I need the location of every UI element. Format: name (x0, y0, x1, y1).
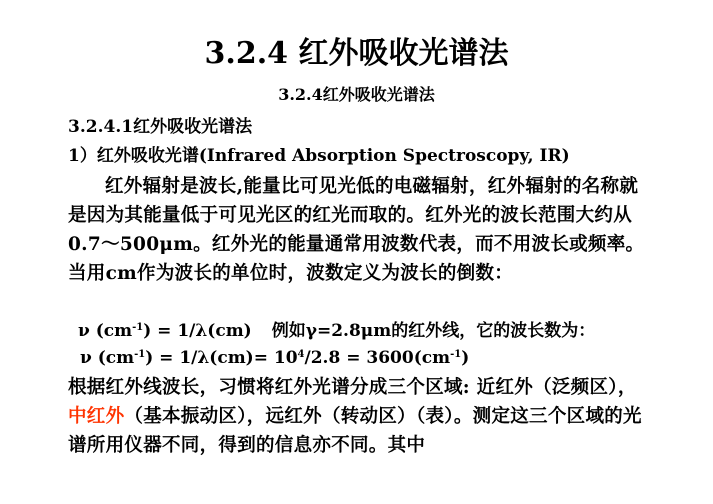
formula-unit-open: (cm (89, 321, 133, 341)
formula-mid-2: /2.8 = 3600(cm (304, 348, 451, 368)
mid-infrared-highlight: 中红外 (68, 406, 125, 427)
paragraph-1-text: 红外辐射是波长,能量比可见光低的电磁辐射，红外辐射的名称就是因为其能量低于可见光区的红光而取的。红外光的波长范围大约从0.7～500μm。红外光的能量通常用波数代表，而不用波长或频率。当用cm作为波长的单位时，波数定义为波长的倒数： (68, 176, 645, 284)
formula-unit-open: (cm (91, 348, 135, 368)
formula-wavenumber-definition (78, 318, 595, 344)
formula-mid: ) = 1/λ(cm)= 10 (145, 348, 298, 368)
paragraph-2-before: 根据红外线波长，习惯将红外光谱分成三个区域: 近红外（泛频区）， (68, 377, 637, 398)
formula-example: 例如γ=2.8μm的红外线，它的波长数为： (271, 321, 596, 341)
formula-exponent-2: -1 (450, 349, 462, 360)
formula-exponent: -1 (132, 322, 144, 333)
page-title: 3.2.4 红外吸收光谱法 (204, 36, 509, 71)
page-subtitle: 3.2.4红外吸收光谱法 (278, 85, 435, 104)
section-heading: 3.2.4.1红外吸收光谱法 (68, 117, 253, 137)
body-paragraph-1 (68, 172, 648, 288)
formula-power: 4 (297, 349, 305, 360)
formula-rest: ) = 1/λ(cm) (143, 321, 252, 341)
formula-close: ) (461, 348, 470, 368)
nu-symbol: ν (80, 348, 92, 368)
nu-symbol: ν (78, 321, 90, 341)
formula-wavenumber-example (80, 345, 469, 371)
item-heading: 1）红外吸收光谱(Infrared Absorption Spectroscopy, IR) (68, 146, 570, 166)
formula-exponent: -1 (134, 349, 146, 360)
body-paragraph-2 (68, 373, 648, 460)
paragraph-2-after: （基本振动区），远红外（转动区）（表）。测定这三个区域的光谱所用仪器不同，得到的信息亦不同。其中 (68, 406, 642, 456)
